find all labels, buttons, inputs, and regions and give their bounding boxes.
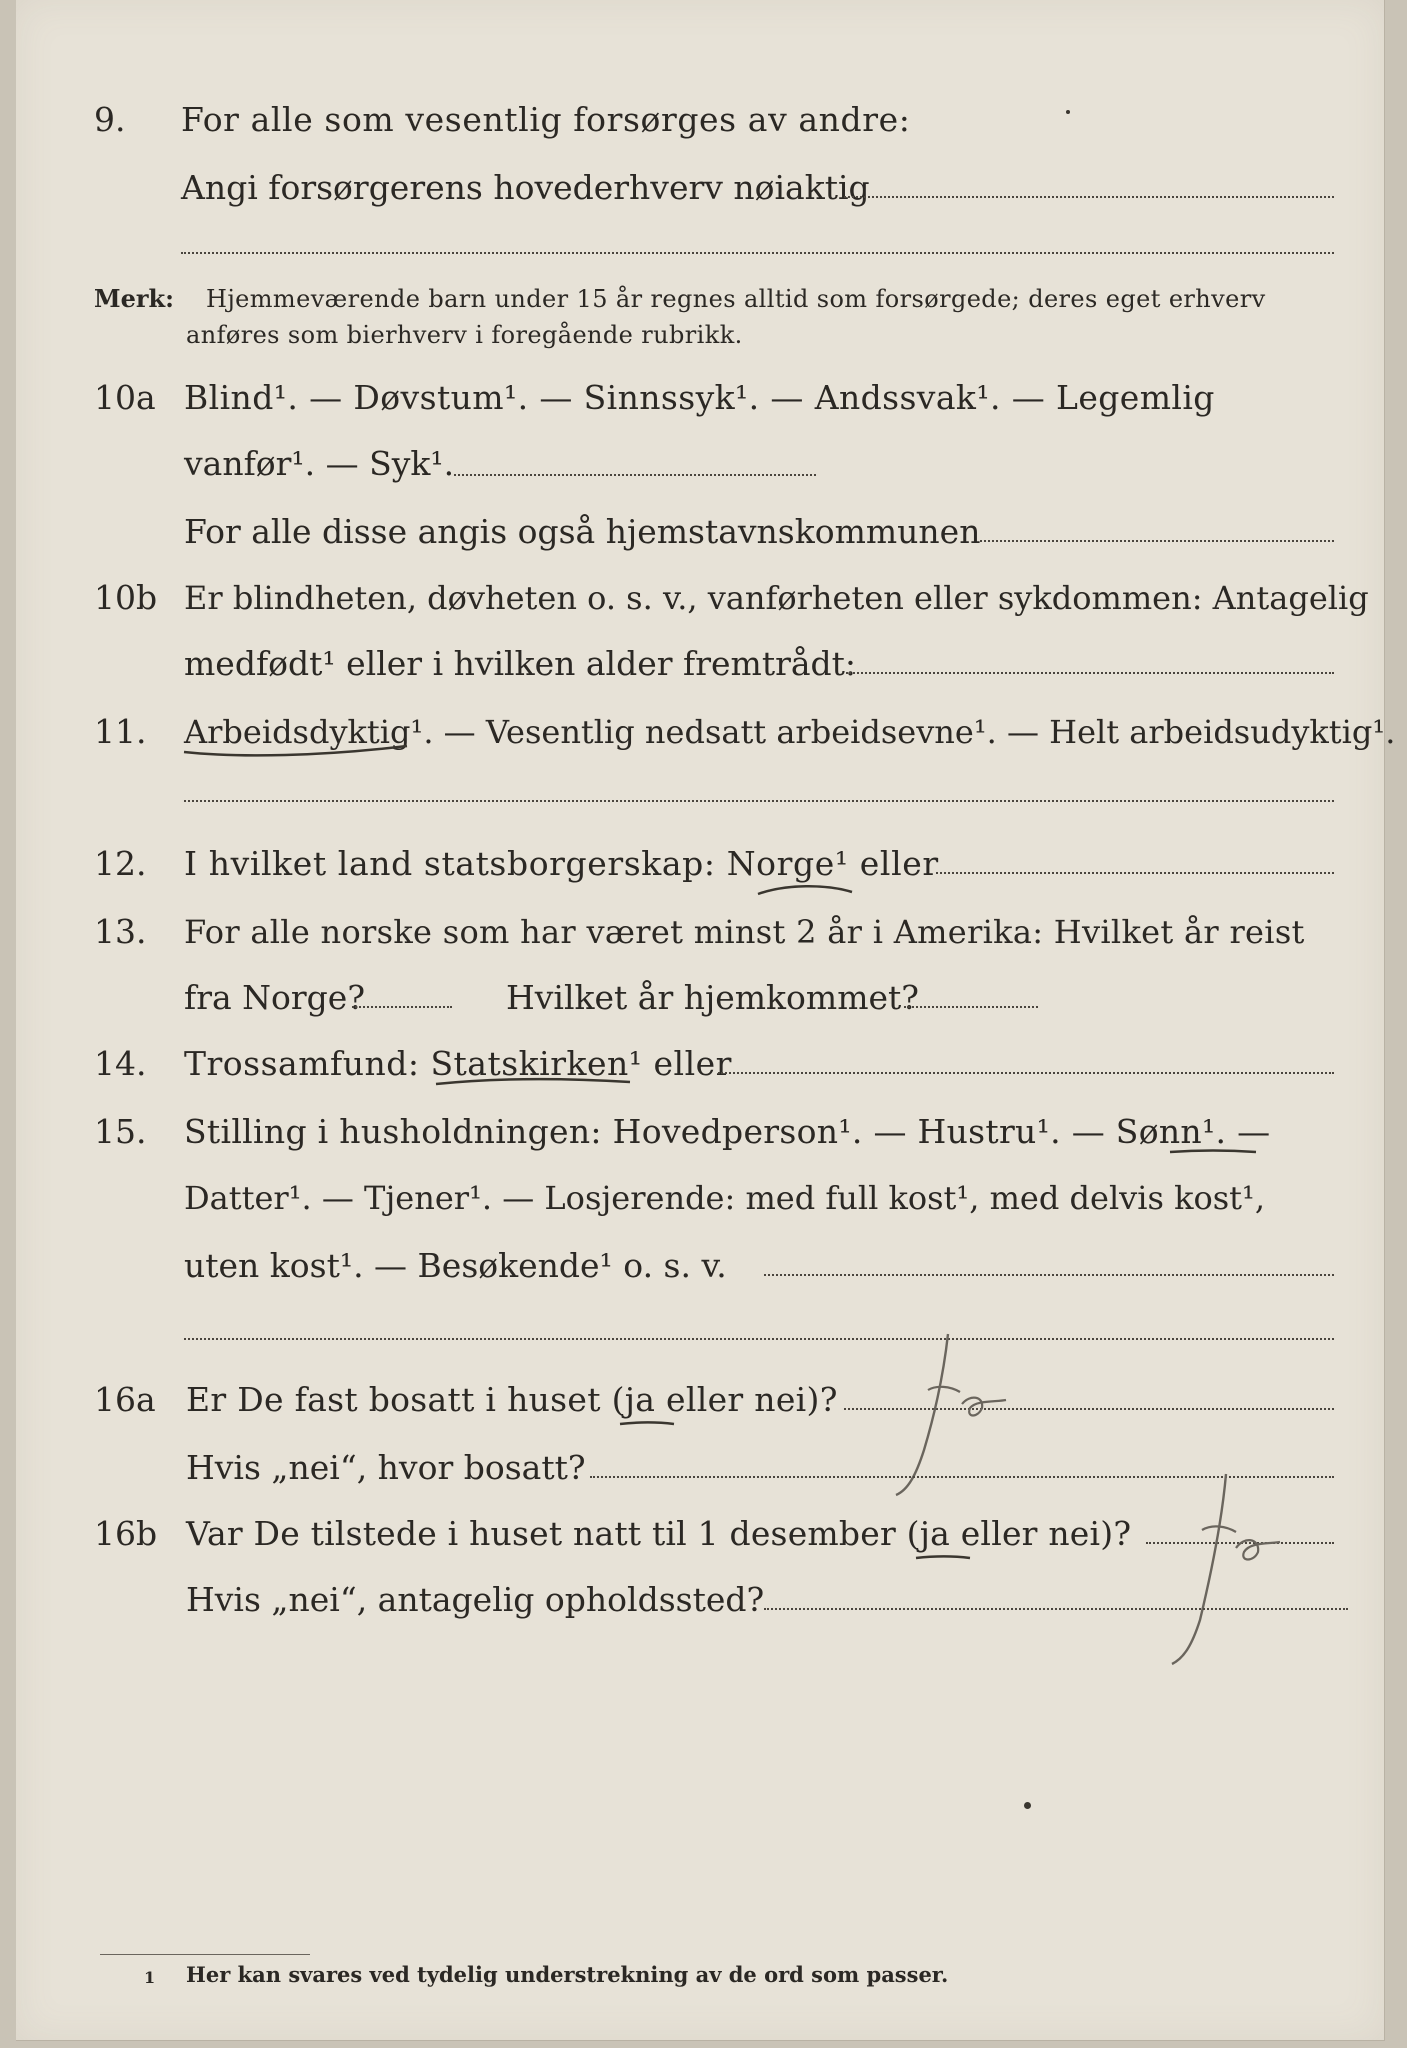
q10a-text-3: For alle disse angis også hjemstavnskommunen [184, 512, 981, 551]
q16b-text-1: Var De tilstede i huset natt til 1 desember (ja eller nei)? [186, 1514, 1132, 1553]
merk-text-1: Hjemmeværende barn under 15 år regnes alltid som forsørgede; deres eget erhverv [206, 285, 1266, 313]
q16b-handwritten-answer [1116, 1470, 1286, 1670]
q10b-text-1: Er blindheten, døvheten o. s. v., vanførheten eller sykdommen: Antagelig [184, 579, 1369, 617]
q9-number: 9. [94, 100, 126, 139]
q16a-number: 16a [94, 1380, 156, 1419]
q9-text-1: For alle som vesentlig forsørges av andre: [181, 100, 911, 139]
q12-underline-mark [756, 878, 856, 902]
q9-answer-field[interactable] [844, 196, 1334, 198]
q15-answer-field-2[interactable] [184, 1338, 1334, 1340]
q13-text-1: For alle norske som har været minst 2 år i Amerika: Hvilket år reist [184, 913, 1305, 951]
q13-text-2a: fra Norge? [184, 978, 366, 1017]
q13-text-2b: Hvilket år hjemkommet? [506, 978, 919, 1017]
q9-answer-field-2[interactable] [181, 252, 1334, 254]
q13-answer-field-2[interactable] [904, 1006, 1038, 1008]
q16a-underline-mark [618, 1416, 678, 1432]
q14-text: Trossamfund: Statskirken¹ eller [184, 1044, 732, 1083]
q15-text-3: uten kost¹. — Besøkende¹ o. s. v. [184, 1246, 727, 1285]
q10b-number: 10b [94, 578, 158, 617]
q10a-text-1: Blind¹. — Døvstum¹. — Sinnssyk¹. — Andssvak¹. — Legemlig [184, 378, 1215, 417]
footnote-text: Her kan svares ved tydelig understrekning av de ord som passer. [186, 1962, 949, 1987]
merk-label: Merk: [94, 284, 174, 313]
form-page [16, 0, 1396, 2041]
q11-underline-mark [182, 740, 412, 764]
q10a-number: 10a [94, 378, 156, 417]
q16a-handwritten-answer [866, 1330, 1016, 1500]
q14-underline-mark [434, 1072, 634, 1092]
q12-number: 12. [94, 844, 147, 883]
q11-answer-field[interactable] [184, 800, 1334, 802]
q16b-underline-mark [914, 1550, 974, 1566]
q15-answer-field[interactable] [764, 1274, 1334, 1276]
q9-text-2: Angi forsørgerens hovederhverv nøiaktig [181, 168, 870, 207]
q16b-answer-field-2[interactable] [764, 1608, 1348, 1610]
footnote-rule [100, 1954, 310, 1955]
q16a-text-2: Hvis „nei“, hvor bosatt? [186, 1448, 586, 1487]
q11-text: Arbeidsdyktig¹. — Vesentlig nedsatt arbeidsevne¹. — Helt arbeidsudyktig¹. [184, 713, 1396, 751]
q15-text-2: Datter¹. — Tjener¹. — Losjerende: med full kost¹, med delvis kost¹, [184, 1179, 1266, 1217]
ink-dot-small [1066, 110, 1070, 114]
q15-number: 15. [94, 1112, 147, 1151]
q16a-text-1: Er De fast bosatt i huset (ja eller nei)? [186, 1380, 838, 1419]
q13-number: 13. [94, 912, 147, 951]
q10b-text-2: medfødt¹ eller i hvilken alder fremtrådt: [184, 644, 857, 683]
ink-dot [1024, 1802, 1031, 1809]
merk-text-2: anføres som bierhverv i foregående rubrikk. [186, 321, 743, 349]
footnote-mark: 1 [144, 1968, 156, 1987]
q12-text: I hvilket land statsborgerskap: Norge¹ eller [184, 844, 939, 883]
q10a-answer-field-2[interactable] [980, 540, 1334, 542]
q10b-answer-field[interactable] [846, 672, 1334, 674]
q13-answer-field-1[interactable] [352, 1006, 452, 1008]
q15-underline-mark [1168, 1142, 1260, 1160]
q12-answer-field[interactable] [936, 872, 1334, 874]
q16b-text-2: Hvis „nei“, antagelig opholdssted? [186, 1580, 765, 1619]
q14-number: 14. [94, 1044, 147, 1083]
q14-answer-field[interactable] [718, 1072, 1334, 1074]
q16b-number: 16b [94, 1514, 158, 1553]
q10a-answer-field-1[interactable] [454, 474, 816, 476]
q10a-text-2: vanfør¹. — Syk¹. [184, 444, 455, 483]
q15-text-1: Stilling i husholdningen: Hovedperson¹. — Hustru¹. — Sønn¹. — [184, 1112, 1271, 1151]
q11-number: 11. [94, 712, 147, 751]
